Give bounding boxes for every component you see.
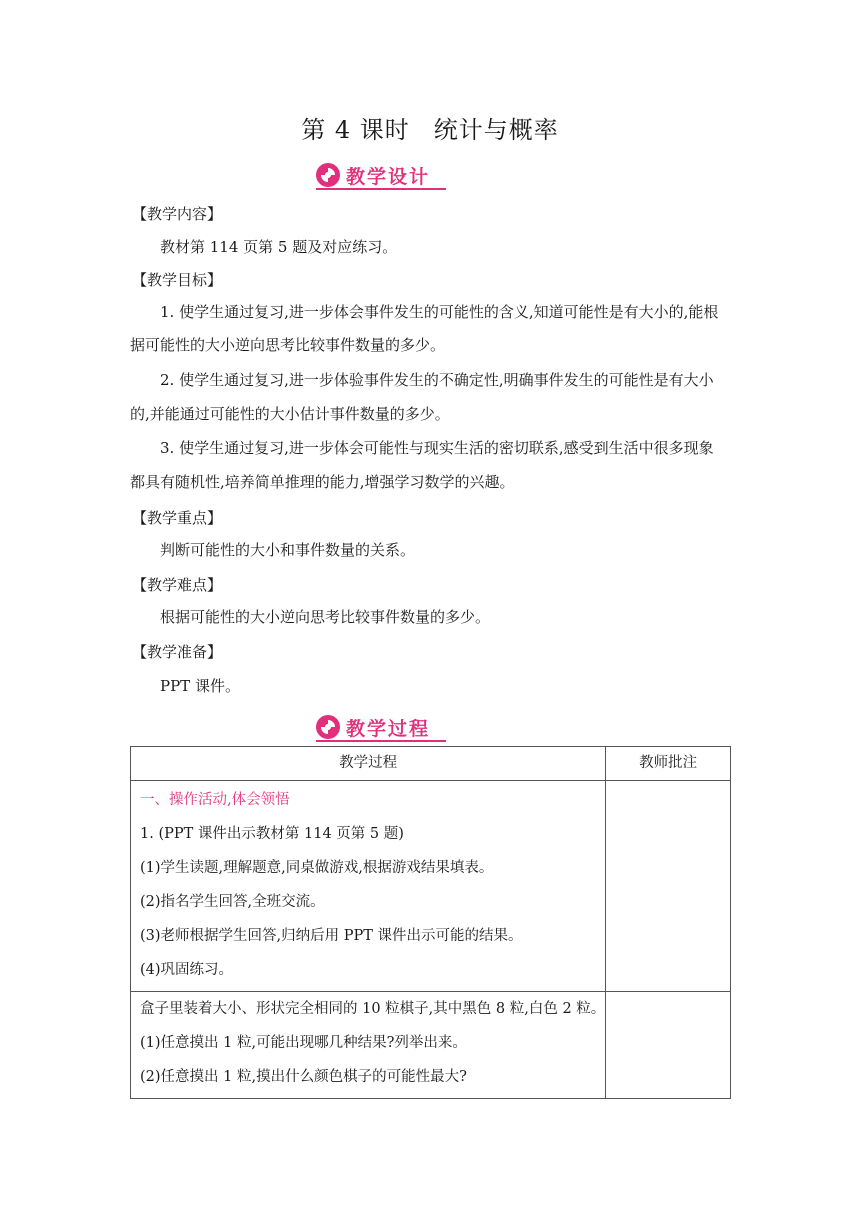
table-header-row — [131, 747, 731, 781]
banner-label: 教学过程 — [346, 717, 431, 740]
text-key-points: 判断可能性的大小和事件数量的关系。 — [160, 541, 416, 559]
heading-goals: 【教学目标】 — [132, 271, 223, 289]
process-line: (3)老师根据学生回答,归纳后用 PPT 课件出示可能的结果。 — [140, 928, 523, 944]
text-difficulties: 根据可能性的大小逆向思考比较事件数量的多少。 — [160, 608, 491, 626]
notes-cell — [606, 781, 731, 992]
process-line: 1. (PPT 课件出示教材第 114 页第 5 题) — [140, 826, 404, 842]
problem-line: (1)任意摸出 1 粒,可能出现哪几种结果?列举出来。 — [140, 1035, 467, 1051]
banner-label: 教学设计 — [346, 165, 431, 188]
text-preparation: PPT 课件。 — [160, 677, 240, 695]
table-row — [131, 992, 731, 1099]
notes-cell — [606, 992, 731, 1099]
swirl-logo-icon — [316, 163, 340, 187]
lesson-number: 第 4 课时 — [301, 116, 410, 144]
swirl-logo-icon — [316, 715, 340, 739]
lesson-topic: 统计与概率 — [433, 116, 559, 144]
heading-key-points: 【教学重点】 — [132, 509, 223, 527]
heading-content: 【教学内容】 — [132, 205, 223, 223]
goal3-line1: 3. 使学生通过复习,进一步体会可能性与现实生活的密切联系,感受到生活中很多现象 — [160, 439, 714, 457]
goal1-line2: 据可能性的大小逆向思考比较事件数量的多少。 — [130, 336, 446, 354]
page-title — [0, 110, 860, 145]
table-row — [131, 781, 731, 992]
header-teacher-notes: 教师批注 — [606, 747, 731, 781]
goal3-line2: 都具有随机性,培养简单推理的能力,增强学习数学的兴趣。 — [130, 473, 515, 491]
goal2-line2: 的,并能通过可能性的大小估计事件数量的多少。 — [130, 405, 450, 423]
process-line: (4)巩固练习。 — [140, 962, 234, 978]
goal1-line1: 1. 使学生通过复习,进一步体会事件发生的可能性的含义,知道可能性是有大小的,能根 — [160, 303, 719, 321]
process-table — [130, 746, 731, 1099]
banner-teaching-process — [316, 712, 446, 742]
banner-underline — [316, 188, 446, 190]
process-line: (2)指名学生回答,全班交流。 — [140, 894, 325, 910]
problem-line: (2)任意摸出 1 粒,摸出什么颜色棋子的可能性最大? — [140, 1069, 467, 1085]
heading-preparation: 【教学准备】 — [132, 643, 223, 661]
heading-difficulties: 【教学难点】 — [132, 576, 223, 594]
problem-line: 盒子里装着大小、形状完全相同的 10 粒棋子,其中黑色 8 粒,白色 2 粒。 — [140, 1001, 606, 1017]
goal2-line1: 2. 使学生通过复习,进一步体验事件发生的不确定性,明确事件发生的可能性是有大小 — [160, 371, 714, 389]
banner-underline — [316, 740, 446, 742]
banner-teaching-design — [316, 160, 446, 190]
text-content: 教材第 114 页第 5 题及对应练习。 — [160, 238, 398, 256]
process-cell — [131, 992, 606, 1099]
process-line: (1)学生读题,理解题意,同桌做游戏,根据游戏结果填表。 — [140, 860, 494, 876]
process-cell — [131, 781, 606, 992]
activity-heading: 一、操作活动,体会领悟 — [140, 792, 290, 808]
header-process: 教学过程 — [131, 747, 606, 781]
